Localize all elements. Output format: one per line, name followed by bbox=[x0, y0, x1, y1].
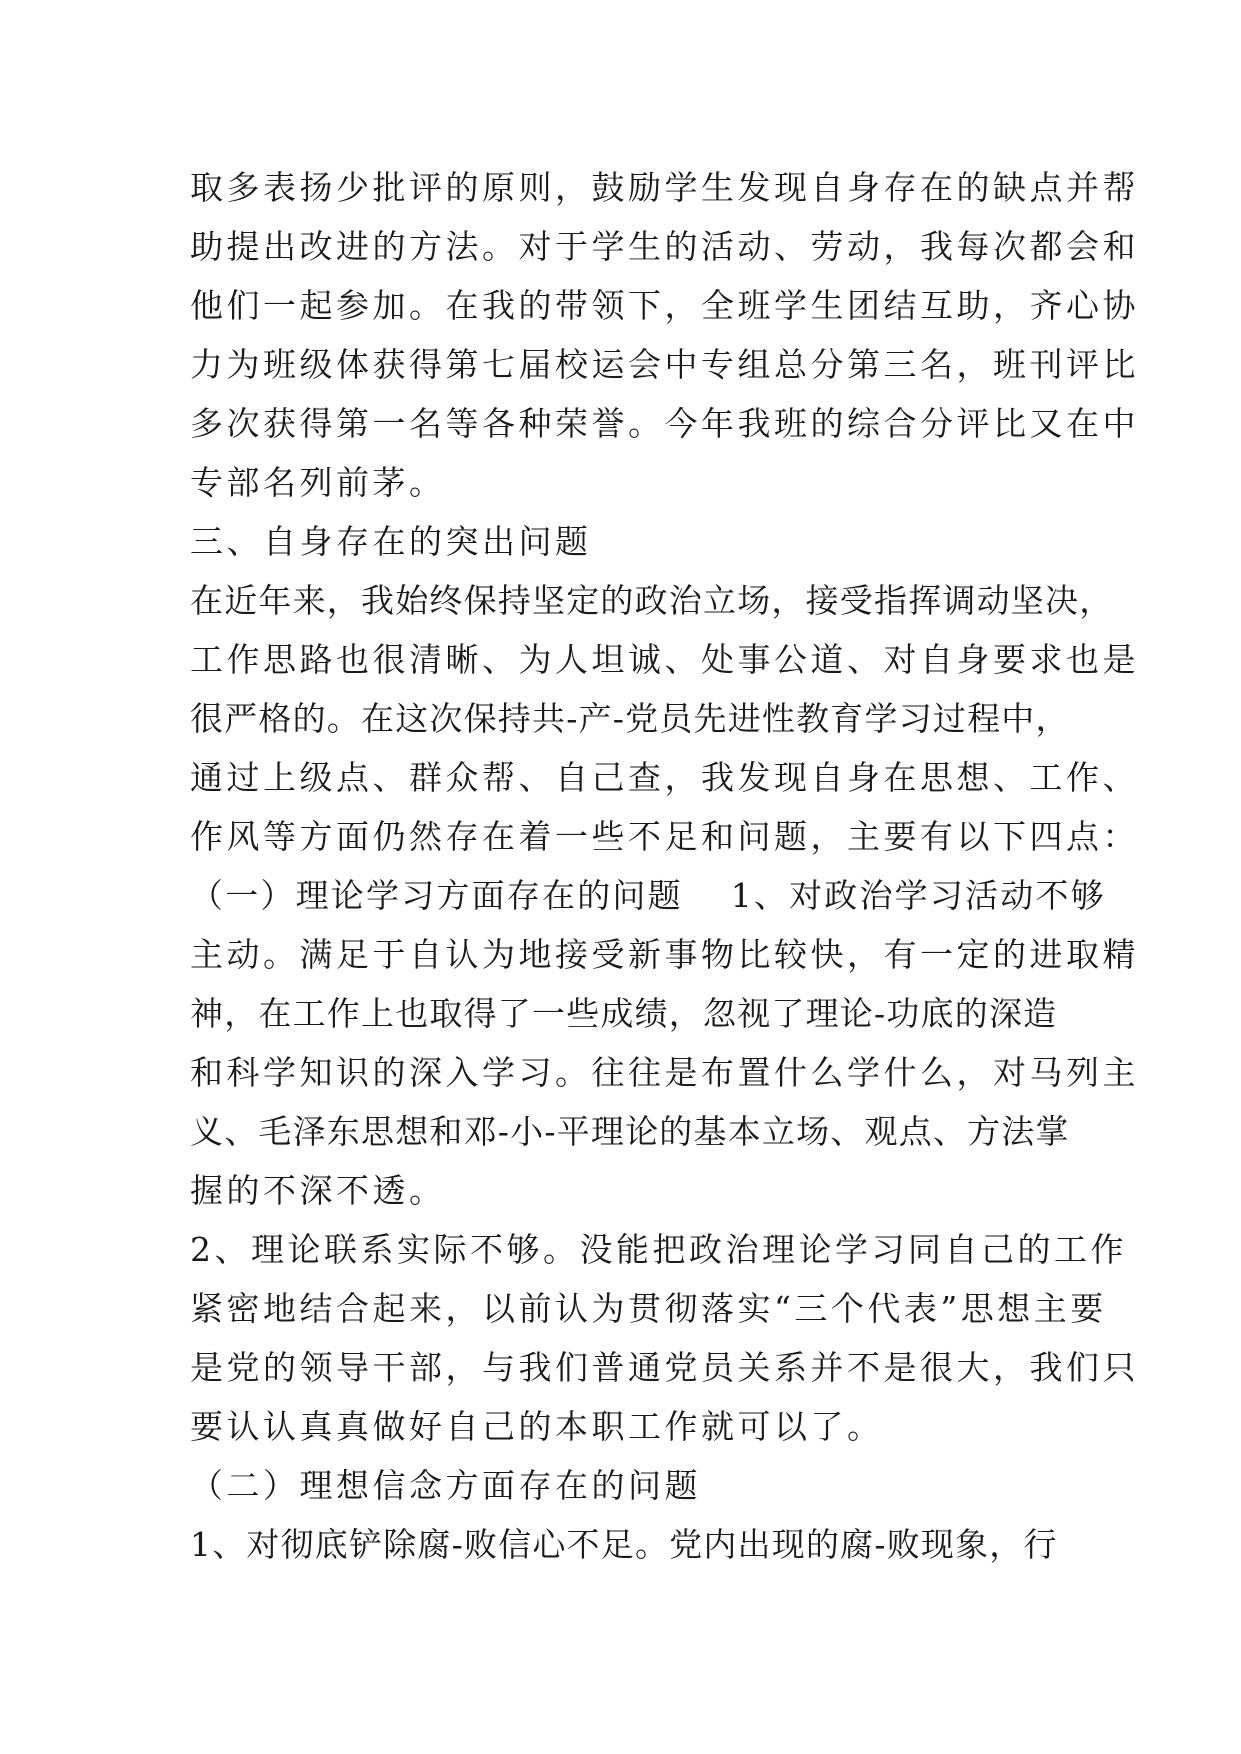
text-line-15: 神，在工作上也取得了一些成绩，忽视了理论-功底的深造 bbox=[190, 994, 1058, 1033]
text-line-18: 握的不深不透。 bbox=[190, 1171, 446, 1210]
text-line-4: 力为班级体获得第七届校运会中专组总分第三名，班刊评比 bbox=[190, 345, 1139, 384]
text-line-8: 在近年来，我始终保持坚定的政治立场，接受指挥调动坚决， bbox=[190, 581, 1114, 620]
text-line-24: 1、对彻底铲除腐-败信心不足。党内出现的腐-败现象，行 bbox=[190, 1525, 1058, 1564]
text-line-2: 助提出改进的方法。对于学生的活动、劳动，我每次都会和 bbox=[190, 227, 1139, 266]
text-line-14: 主动。满足于自认为地接受新事物比较快，有一定的进取精 bbox=[190, 935, 1139, 974]
text-line-21: 是党的领导干部，与我们普通党员关系并不是很大，我们只 bbox=[190, 1348, 1139, 1387]
subsection-heading-1: （一）理论学习方面存在的问题 1、对政治学习活动不够 bbox=[190, 876, 1106, 915]
text-line-17: 义、毛泽东思想和邓-小-平理论的基本立场、观点、方法掌 bbox=[190, 1112, 1070, 1151]
text-line-22: 要认认真真做好自己的本职工作就可以了。 bbox=[190, 1407, 884, 1446]
body-text bbox=[190, 158, 1139, 1574]
text-line-11: 通过上级点、群众帮、自己查，我发现自身在思想、工作、 bbox=[190, 758, 1139, 797]
text-line-3: 他们一起参加。在我的带领下，全班学生团结互助，齐心协 bbox=[190, 286, 1139, 325]
text-line-1: 取多表扬少批评的原则，鼓励学生发现自身存在的缺点并帮 bbox=[190, 168, 1139, 207]
section-heading-3: 三、自身存在的突出问题 bbox=[190, 522, 592, 561]
text-line-10: 很严格的。在这次保持共-产-党员先进性教育学习过程中， bbox=[190, 699, 1070, 738]
text-line-5: 多次获得第一名等各种荣誉。今年我班的综合分评比又在中 bbox=[190, 404, 1139, 443]
text-line-12: 作风等方面仍然存在着一些不足和问题，主要有以下四点： bbox=[190, 817, 1139, 856]
text-line-19: 2、理论联系实际不够。没能把政治理论学习同自己的工作 bbox=[190, 1230, 1127, 1269]
text-line-20: 紧密地结合起来，以前认为贯彻落实“三个代表”思想主要 bbox=[190, 1289, 1107, 1328]
text-line-6: 专部名列前茅。 bbox=[190, 463, 446, 502]
text-line-16: 和科学知识的深入学习。往往是布置什么学什么，对马列主 bbox=[190, 1053, 1139, 1092]
text-line-9: 工作思路也很清晰、为人坦诚、处事公道、对自身要求也是 bbox=[190, 640, 1139, 679]
subsection-heading-2: （二）理想信念方面存在的问题 bbox=[190, 1466, 701, 1505]
